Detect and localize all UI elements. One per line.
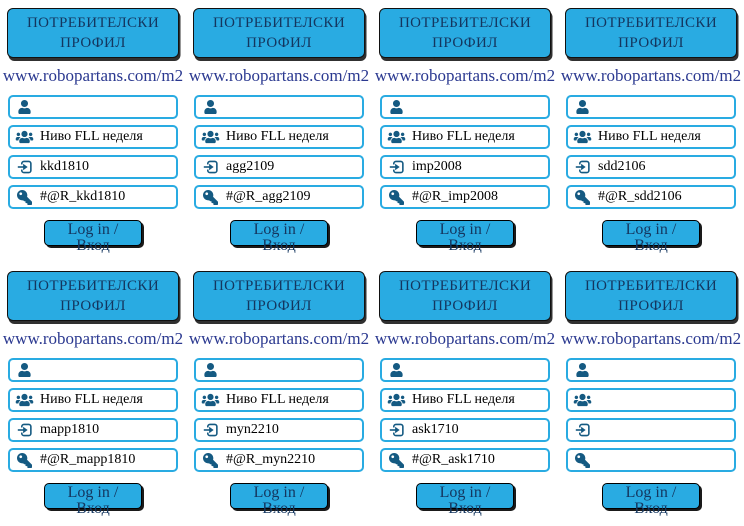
username-field[interactable] xyxy=(566,418,736,442)
level-field[interactable] xyxy=(380,388,550,412)
user-icon xyxy=(15,363,34,377)
password-input[interactable] xyxy=(592,187,730,207)
profile-header xyxy=(565,8,737,58)
level-input[interactable] xyxy=(406,127,544,147)
login-button[interactable]: Log in / Вход xyxy=(602,220,700,246)
password-field[interactable] xyxy=(8,448,178,472)
name-field[interactable] xyxy=(8,358,178,382)
name-field[interactable] xyxy=(380,95,550,119)
profile-card xyxy=(0,263,186,526)
profile-header-line2: ПРОФИЛ xyxy=(60,35,126,51)
username-field[interactable] xyxy=(566,155,736,179)
login-button[interactable]: Log in / Вход xyxy=(416,483,514,509)
profile-card xyxy=(186,263,372,526)
login-fields xyxy=(558,358,744,472)
name-input[interactable] xyxy=(220,360,358,380)
sign-in-icon xyxy=(201,422,220,438)
profile-header xyxy=(7,8,179,58)
profile-header xyxy=(193,271,365,321)
profile-card xyxy=(186,0,372,263)
sign-in-icon xyxy=(573,422,592,438)
profile-header-line2: ПРОФИЛ xyxy=(432,35,498,51)
user-icon xyxy=(201,363,220,377)
profile-header-line1: ПОТРЕБИТЕЛСКИ xyxy=(584,278,718,294)
sign-in-icon xyxy=(15,422,34,438)
username-input[interactable] xyxy=(220,420,358,440)
user-icon xyxy=(201,100,220,114)
profile-header-line1: ПОТРЕБИТЕЛСКИ xyxy=(212,278,346,294)
site-url-link[interactable]: www.robopartans.com/m2 xyxy=(560,66,742,85)
username-field[interactable] xyxy=(380,418,550,442)
password-field[interactable] xyxy=(566,448,736,472)
profile-card xyxy=(372,263,558,526)
profile-header-line1: ПОТРЕБИТЕЛСКИ xyxy=(584,15,718,31)
username-input[interactable] xyxy=(406,157,544,177)
sign-in-icon xyxy=(201,159,220,175)
users-icon xyxy=(201,393,220,407)
level-input[interactable] xyxy=(220,127,358,147)
login-fields xyxy=(558,95,744,209)
key-icon xyxy=(387,453,406,468)
name-field[interactable] xyxy=(566,95,736,119)
profile-header xyxy=(379,271,551,321)
password-input[interactable] xyxy=(34,450,172,470)
username-input[interactable] xyxy=(592,157,730,177)
profile-card xyxy=(372,0,558,263)
profile-header-line2: ПРОФИЛ xyxy=(246,298,312,314)
profile-header xyxy=(7,271,179,321)
name-input[interactable] xyxy=(592,360,730,380)
username-field[interactable] xyxy=(194,155,364,179)
user-icon xyxy=(387,100,406,114)
profile-header-line2: ПРОФИЛ xyxy=(246,35,312,51)
profile-card xyxy=(558,263,744,526)
password-field[interactable] xyxy=(566,185,736,209)
profile-header-line1: ПОТРЕБИТЕЛСКИ xyxy=(26,15,160,31)
name-input[interactable] xyxy=(406,360,544,380)
site-url-link[interactable]: www.robopartans.com/m2 xyxy=(2,329,184,348)
name-field[interactable] xyxy=(8,95,178,119)
login-fields xyxy=(0,95,186,209)
name-input[interactable] xyxy=(34,360,172,380)
level-field[interactable] xyxy=(566,388,736,412)
login-fields xyxy=(186,95,372,209)
username-input[interactable] xyxy=(34,157,172,177)
key-icon xyxy=(15,453,34,468)
level-input[interactable] xyxy=(406,390,544,410)
username-input[interactable] xyxy=(406,420,544,440)
site-url-link[interactable]: www.robopartans.com/m2 xyxy=(374,329,556,348)
password-input[interactable] xyxy=(406,450,544,470)
users-icon xyxy=(573,393,592,407)
username-field[interactable] xyxy=(8,155,178,179)
password-input[interactable] xyxy=(34,187,172,207)
site-url-link[interactable]: www.robopartans.com/m2 xyxy=(188,66,370,85)
login-fields xyxy=(0,358,186,472)
key-icon xyxy=(201,190,220,205)
username-field[interactable] xyxy=(8,418,178,442)
key-icon xyxy=(573,190,592,205)
users-icon xyxy=(201,130,220,144)
name-field[interactable] xyxy=(194,358,364,382)
users-icon xyxy=(15,130,34,144)
login-button[interactable]: Log in / Вход xyxy=(416,220,514,246)
profile-header-line2: ПРОФИЛ xyxy=(60,298,126,314)
users-icon xyxy=(15,393,34,407)
level-input[interactable] xyxy=(34,390,172,410)
sign-in-icon xyxy=(387,422,406,438)
name-field[interactable] xyxy=(380,358,550,382)
site-url-link[interactable]: www.robopartans.com/m2 xyxy=(374,66,556,85)
password-field[interactable] xyxy=(194,448,364,472)
name-field[interactable] xyxy=(566,358,736,382)
profile-header-line1: ПОТРЕБИТЕЛСКИ xyxy=(398,278,532,294)
profile-header-line2: ПРОФИЛ xyxy=(432,298,498,314)
profile-card xyxy=(0,0,186,263)
password-input[interactable] xyxy=(220,187,358,207)
name-input[interactable] xyxy=(34,97,172,117)
login-fields xyxy=(372,358,558,472)
user-icon xyxy=(573,363,592,377)
key-icon xyxy=(15,190,34,205)
login-fields xyxy=(186,358,372,472)
login-button[interactable]: Log in / Вход xyxy=(44,483,142,509)
password-input[interactable] xyxy=(406,187,544,207)
level-field[interactable] xyxy=(8,125,178,149)
profile-header xyxy=(379,8,551,58)
profile-header xyxy=(193,8,365,58)
username-input[interactable] xyxy=(220,157,358,177)
login-button[interactable]: Log in / Вход xyxy=(230,483,328,509)
user-icon xyxy=(573,100,592,114)
profile-header-line1: ПОТРЕБИТЕЛСКИ xyxy=(212,15,346,31)
profile-header-line2: ПРОФИЛ xyxy=(618,35,684,51)
level-field[interactable] xyxy=(194,125,364,149)
user-icon xyxy=(15,100,34,114)
level-field[interactable] xyxy=(380,125,550,149)
profile-card xyxy=(558,0,744,263)
password-field[interactable] xyxy=(380,448,550,472)
name-input[interactable] xyxy=(592,97,730,117)
login-fields xyxy=(372,95,558,209)
username-field[interactable] xyxy=(194,418,364,442)
name-input[interactable] xyxy=(220,97,358,117)
level-input[interactable] xyxy=(220,390,358,410)
profile-header xyxy=(565,271,737,321)
users-icon xyxy=(387,393,406,407)
level-input[interactable] xyxy=(34,127,172,147)
profile-header-line1: ПОТРЕБИТЕЛСКИ xyxy=(398,15,532,31)
user-icon xyxy=(387,363,406,377)
site-url-link[interactable]: www.robopartans.com/m2 xyxy=(188,329,370,348)
login-button[interactable]: Log in / Вход xyxy=(230,220,328,246)
username-input[interactable] xyxy=(34,420,172,440)
level-field[interactable] xyxy=(566,125,736,149)
users-icon xyxy=(573,130,592,144)
login-button[interactable]: Log in / Вход xyxy=(602,483,700,509)
username-input[interactable] xyxy=(592,420,730,440)
password-field[interactable] xyxy=(194,185,364,209)
password-input[interactable] xyxy=(592,450,730,470)
site-url-link[interactable]: www.robopartans.com/m2 xyxy=(2,66,184,85)
password-field[interactable] xyxy=(380,185,550,209)
sign-in-icon xyxy=(387,159,406,175)
name-field[interactable] xyxy=(194,95,364,119)
username-field[interactable] xyxy=(380,155,550,179)
sign-in-icon xyxy=(15,159,34,175)
key-icon xyxy=(387,190,406,205)
key-icon xyxy=(201,453,220,468)
name-input[interactable] xyxy=(406,97,544,117)
profile-header-line1: ПОТРЕБИТЕЛСКИ xyxy=(26,278,160,294)
password-field[interactable] xyxy=(8,185,178,209)
level-field[interactable] xyxy=(194,388,364,412)
password-input[interactable] xyxy=(220,450,358,470)
level-field[interactable] xyxy=(8,388,178,412)
key-icon xyxy=(573,453,592,468)
sign-in-icon xyxy=(573,159,592,175)
level-input[interactable] xyxy=(592,127,730,147)
login-button[interactable]: Log in / Вход xyxy=(44,220,142,246)
site-url-link[interactable]: www.robopartans.com/m2 xyxy=(560,329,742,348)
users-icon xyxy=(387,130,406,144)
profile-header-line2: ПРОФИЛ xyxy=(618,298,684,314)
level-input[interactable] xyxy=(592,390,730,410)
